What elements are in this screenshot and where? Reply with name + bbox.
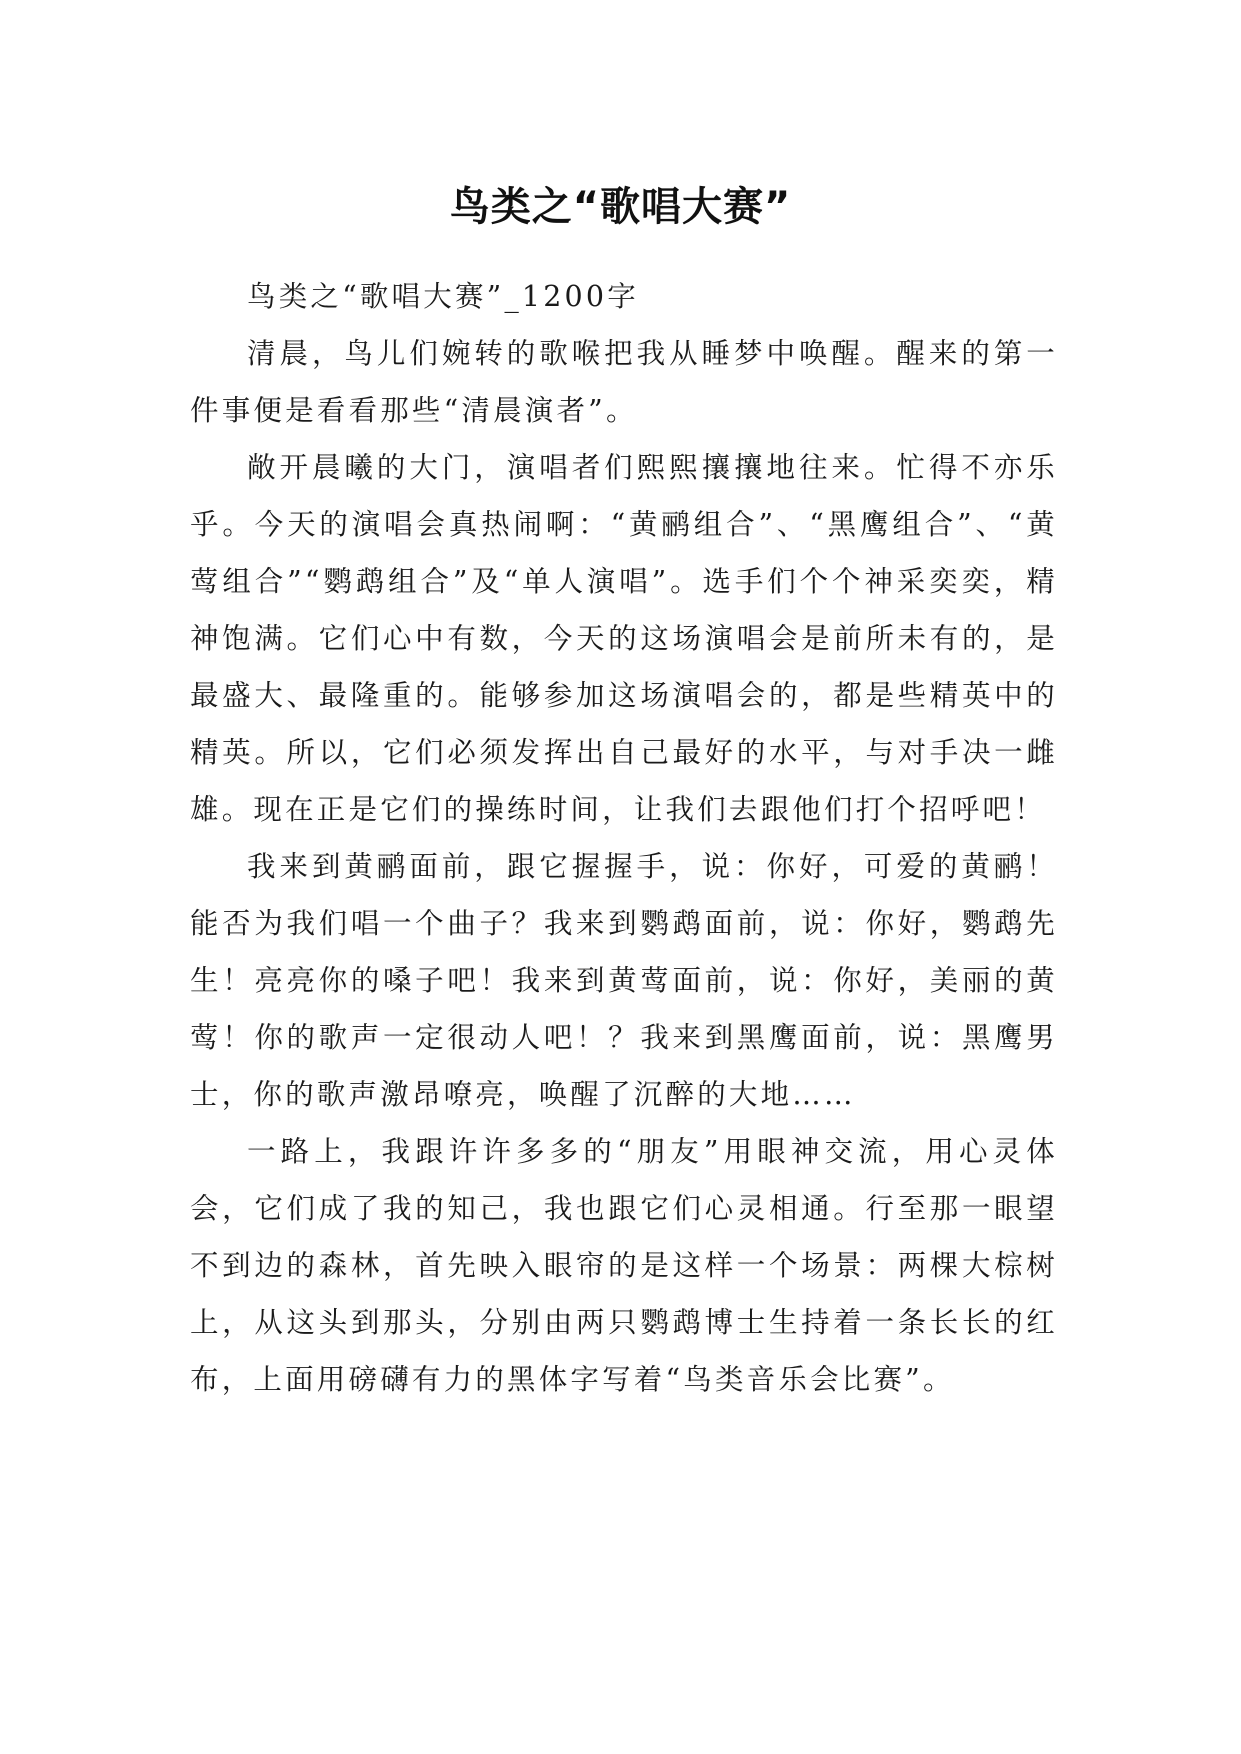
document-title: 鸟类之“歌唱大赛” [449, 183, 792, 230]
paragraph: 敞开晨曦的大门，演唱者们熙熙攘攘地往来。忙得不亦乐乎。今天的演唱会真热闹啊：“黄鹂组合”、“黑鹰组合”、“黄莺组合”“鹦鹉组合”及“单人演唱”。选手们个个神采奕奕，精神饱满。它们心中有数，今天的这场演唱会是前所未有的，是最盛大、最隆重的。能够参加这场演唱会的，都是些精英中的精英。所以，它们必须发挥出自己最好的水平，与对手决一雌雄。现在正是它们的操练时间，让我们去跟他们打个招呼吧！ [190, 451, 1058, 826]
paragraph: 我来到黄鹂面前，跟它握握手，说：你好，可爱的黄鹂！能否为我们唱一个曲子？我来到鹦鹉面前，说：你好，鹦鹉先生！亮亮你的嗓子吧！我来到黄莺面前，说：你好，美丽的黄莺！你的歌声一定很动人吧！？我来到黑鹰面前，说：黑鹰男士，你的歌声激昂嘹亮，唤醒了沉醉的大地…… [190, 850, 1058, 1111]
document-body [190, 268, 1058, 1408]
paragraph: 清晨，鸟儿们婉转的歌喉把我从睡梦中唤醒。醒来的第一件事便是看看那些“清晨演者”。 [190, 337, 1058, 427]
paragraph: 一路上，我跟许许多多的“朋友”用眼神交流，用心灵体会，它们成了我的知己，我也跟它们心灵相通。行至那一眼望不到边的森林，首先映入眼帘的是这样一个场景：两棵大棕树上，从这头到那头，分别由两只鹦鹉博士生持着一条长长的红布，上面用磅礴有力的黑体字写着“鸟类音乐会比赛”。 [190, 1135, 1058, 1396]
paragraph-subtitle: 鸟类之“歌唱大赛”_1200字 [247, 280, 639, 313]
